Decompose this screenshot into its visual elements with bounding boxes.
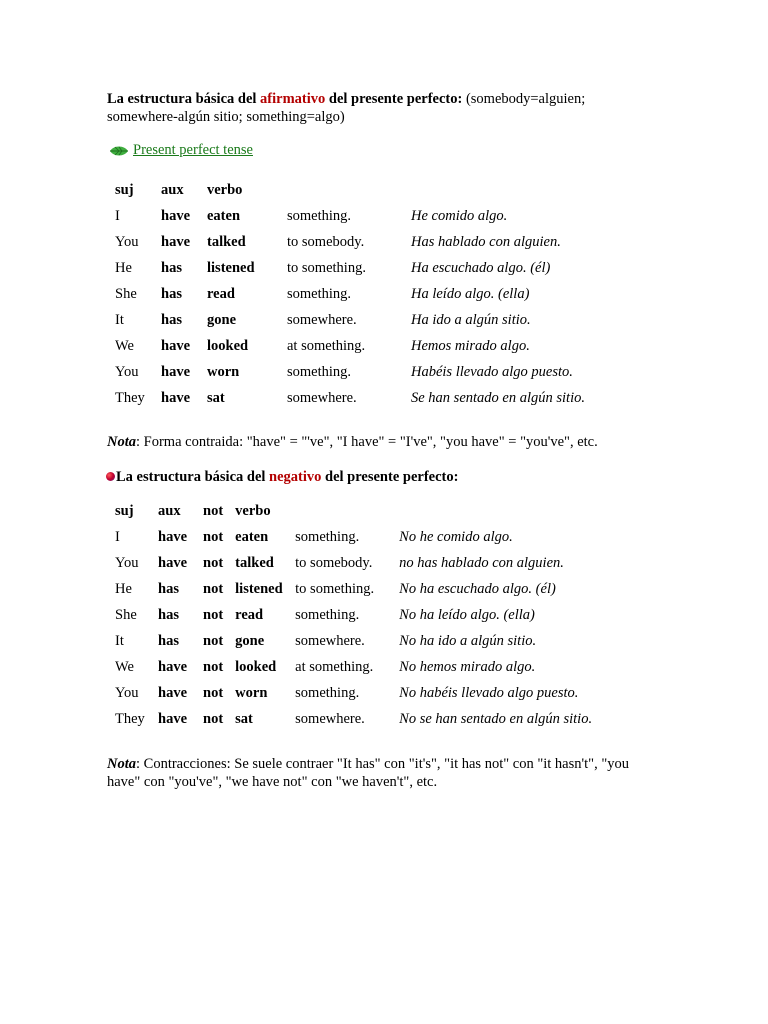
green-leaf-icon: [109, 144, 129, 158]
table-cell: somewhere.: [287, 389, 357, 406]
table-cell: somewhere.: [287, 311, 357, 328]
table-cell: has: [158, 632, 179, 649]
table-cell: has: [158, 606, 179, 623]
table-row: [107, 680, 596, 706]
table-cell: He: [115, 580, 132, 597]
table-cell: to something.: [295, 580, 375, 597]
table-row: [107, 229, 589, 255]
header-verbo: verbo: [207, 181, 243, 198]
table-cell: not: [203, 632, 224, 649]
table-cell: He: [115, 259, 132, 276]
table-cell: not: [203, 710, 224, 727]
table-cell: Hemos mirado algo.: [411, 337, 530, 354]
intro-paragraph: [107, 90, 585, 126]
header-verbo: verbo: [235, 502, 271, 519]
table-cell: You: [115, 233, 139, 250]
table-cell: Se han sentado en algún sitio.: [411, 389, 585, 406]
table-cell: worn: [207, 363, 240, 380]
table-cell: No ha ido a algún sitio.: [399, 632, 537, 649]
table-cell: have: [161, 389, 190, 406]
table-cell: have: [161, 207, 190, 224]
table-cell: sat: [207, 389, 225, 406]
table-cell: eaten: [207, 207, 241, 224]
table-row: [107, 307, 589, 333]
table-cell: have: [161, 363, 190, 380]
table-cell: You: [115, 684, 139, 701]
table-cell: at something.: [287, 337, 366, 354]
table-cell: They: [115, 710, 145, 727]
table-row: [107, 706, 596, 732]
table-cell: Ha escuchado algo. (él): [411, 259, 551, 276]
table-cell: gone: [207, 311, 236, 328]
table-cell: not: [203, 528, 224, 545]
table-row: [107, 359, 589, 385]
table-row: [107, 628, 596, 654]
table-row: [107, 255, 589, 281]
table-cell: something.: [295, 528, 360, 545]
table-row: [107, 203, 589, 229]
table-cell: has: [161, 311, 182, 328]
table-cell: not: [203, 580, 224, 597]
note1-text: : Forma contraida: "have" = "'ve", "I have" = "I've", "you have" = "you've", etc.: [136, 434, 598, 450]
table-cell: worn: [235, 684, 268, 701]
table-cell: not: [203, 684, 224, 701]
table-cell: listened: [207, 259, 255, 276]
table-cell: Habéis llevado algo puesto.: [411, 363, 573, 380]
table-cell: has: [161, 285, 182, 302]
table-cell: not: [203, 658, 224, 675]
table-cell: something.: [287, 285, 352, 302]
table-cell: eaten: [235, 528, 269, 545]
table-cell: No he comido algo.: [399, 528, 513, 545]
table-cell: to somebody.: [295, 554, 373, 571]
table-cell: has: [158, 580, 179, 597]
table-cell: No hemos mirado algo.: [399, 658, 536, 675]
table-cell: No se han sentado en algún sitio.: [399, 710, 593, 727]
table-cell: have: [158, 528, 187, 545]
table-cell: have: [158, 684, 187, 701]
table-cell: We: [115, 337, 134, 354]
table-cell: gone: [235, 632, 265, 649]
table-row: [107, 333, 589, 359]
header-aux: aux: [158, 502, 181, 519]
affirmative-header-row: [107, 177, 589, 203]
table-cell: something.: [287, 207, 352, 224]
table-cell: She: [115, 606, 137, 623]
table-cell: sat: [235, 710, 253, 727]
note2-paragraph: [107, 755, 629, 791]
table-cell: They: [115, 389, 145, 406]
table-cell: She: [115, 285, 137, 302]
negative-lead: La estructura básica del: [116, 469, 270, 485]
table-cell: You: [115, 363, 139, 380]
negative-header-row: [107, 498, 596, 524]
table-row: [107, 550, 596, 576]
table-cell: Has hablado con alguien.: [411, 233, 561, 250]
table-row: [107, 576, 596, 602]
table-cell: has: [161, 259, 182, 276]
note1-label: Nota: [107, 434, 136, 450]
table-cell: not: [203, 606, 224, 623]
table-cell: Ha ido a algún sitio.: [411, 311, 531, 328]
table-cell: No ha escuchado algo. (él): [399, 580, 556, 597]
table-cell: talked: [207, 233, 246, 250]
red-bullet-icon: [106, 472, 115, 481]
header-suj: suj: [115, 181, 134, 198]
negative-table: [107, 498, 596, 732]
table-cell: have: [161, 337, 190, 354]
negative-heading: [106, 468, 458, 486]
intro-note-line1: (somebody=alguien;: [462, 91, 586, 107]
table-cell: somewhere.: [295, 710, 365, 727]
affirmative-table: [107, 177, 589, 411]
table-cell: It: [115, 632, 124, 649]
table-cell: We: [115, 658, 134, 675]
header-suj: suj: [115, 502, 134, 519]
table-cell: I: [115, 528, 120, 545]
present-perfect-link-row[interactable]: [109, 142, 253, 159]
table-cell: something.: [287, 363, 352, 380]
table-cell: I: [115, 207, 120, 224]
table-cell: something.: [295, 684, 360, 701]
table-row: [107, 654, 596, 680]
table-cell: at something.: [295, 658, 374, 675]
table-cell: have: [161, 233, 190, 250]
table-row: [107, 602, 596, 628]
negative-keyword: negativo: [269, 469, 322, 485]
table-cell: Ha leído algo. (ella): [411, 285, 530, 302]
intro-tail: del presente perfecto:: [325, 91, 463, 107]
table-cell: looked: [235, 658, 277, 675]
table-cell: read: [207, 285, 235, 302]
table-cell: talked: [235, 554, 274, 571]
intro-keyword: afirmativo: [260, 91, 326, 107]
table-row: [107, 281, 589, 307]
table-cell: looked: [207, 337, 249, 354]
note2-line2: have" con "you've", "we have not" con "we haven't", etc.: [107, 774, 438, 790]
header-aux: aux: [161, 181, 184, 198]
table-cell: listened: [235, 580, 283, 597]
note2-line1: : Contracciones: Se suele contraer "It has" con "it's", "it has not" con "it hasn't", "you: [136, 756, 629, 772]
header-not: not: [203, 502, 224, 519]
negative-tail: del presente perfecto:: [321, 469, 459, 485]
table-cell: something.: [295, 606, 360, 623]
table-cell: No ha leído algo. (ella): [399, 606, 535, 623]
note1-paragraph: [107, 433, 598, 451]
table-cell: not: [203, 554, 224, 571]
table-cell: have: [158, 658, 187, 675]
intro-note-line2: somewhere-algún sitio; something=algo): [107, 109, 345, 125]
present-perfect-link[interactable]: Present perfect tense: [133, 142, 253, 158]
table-row: [107, 385, 589, 411]
table-cell: No habéis llevado algo puesto.: [399, 684, 579, 701]
note2-label: Nota: [107, 756, 136, 772]
table-cell: no has hablado con alguien.: [399, 554, 564, 571]
table-cell: to somebody.: [287, 233, 365, 250]
intro-lead: La estructura básica del: [107, 91, 261, 107]
table-row: [107, 524, 596, 550]
table-cell: You: [115, 554, 139, 571]
table-cell: He comido algo.: [411, 207, 508, 224]
table-cell: to something.: [287, 259, 366, 276]
table-cell: somewhere.: [295, 632, 365, 649]
table-cell: read: [235, 606, 264, 623]
table-cell: have: [158, 554, 187, 571]
table-cell: It: [115, 311, 124, 328]
table-cell: have: [158, 710, 187, 727]
